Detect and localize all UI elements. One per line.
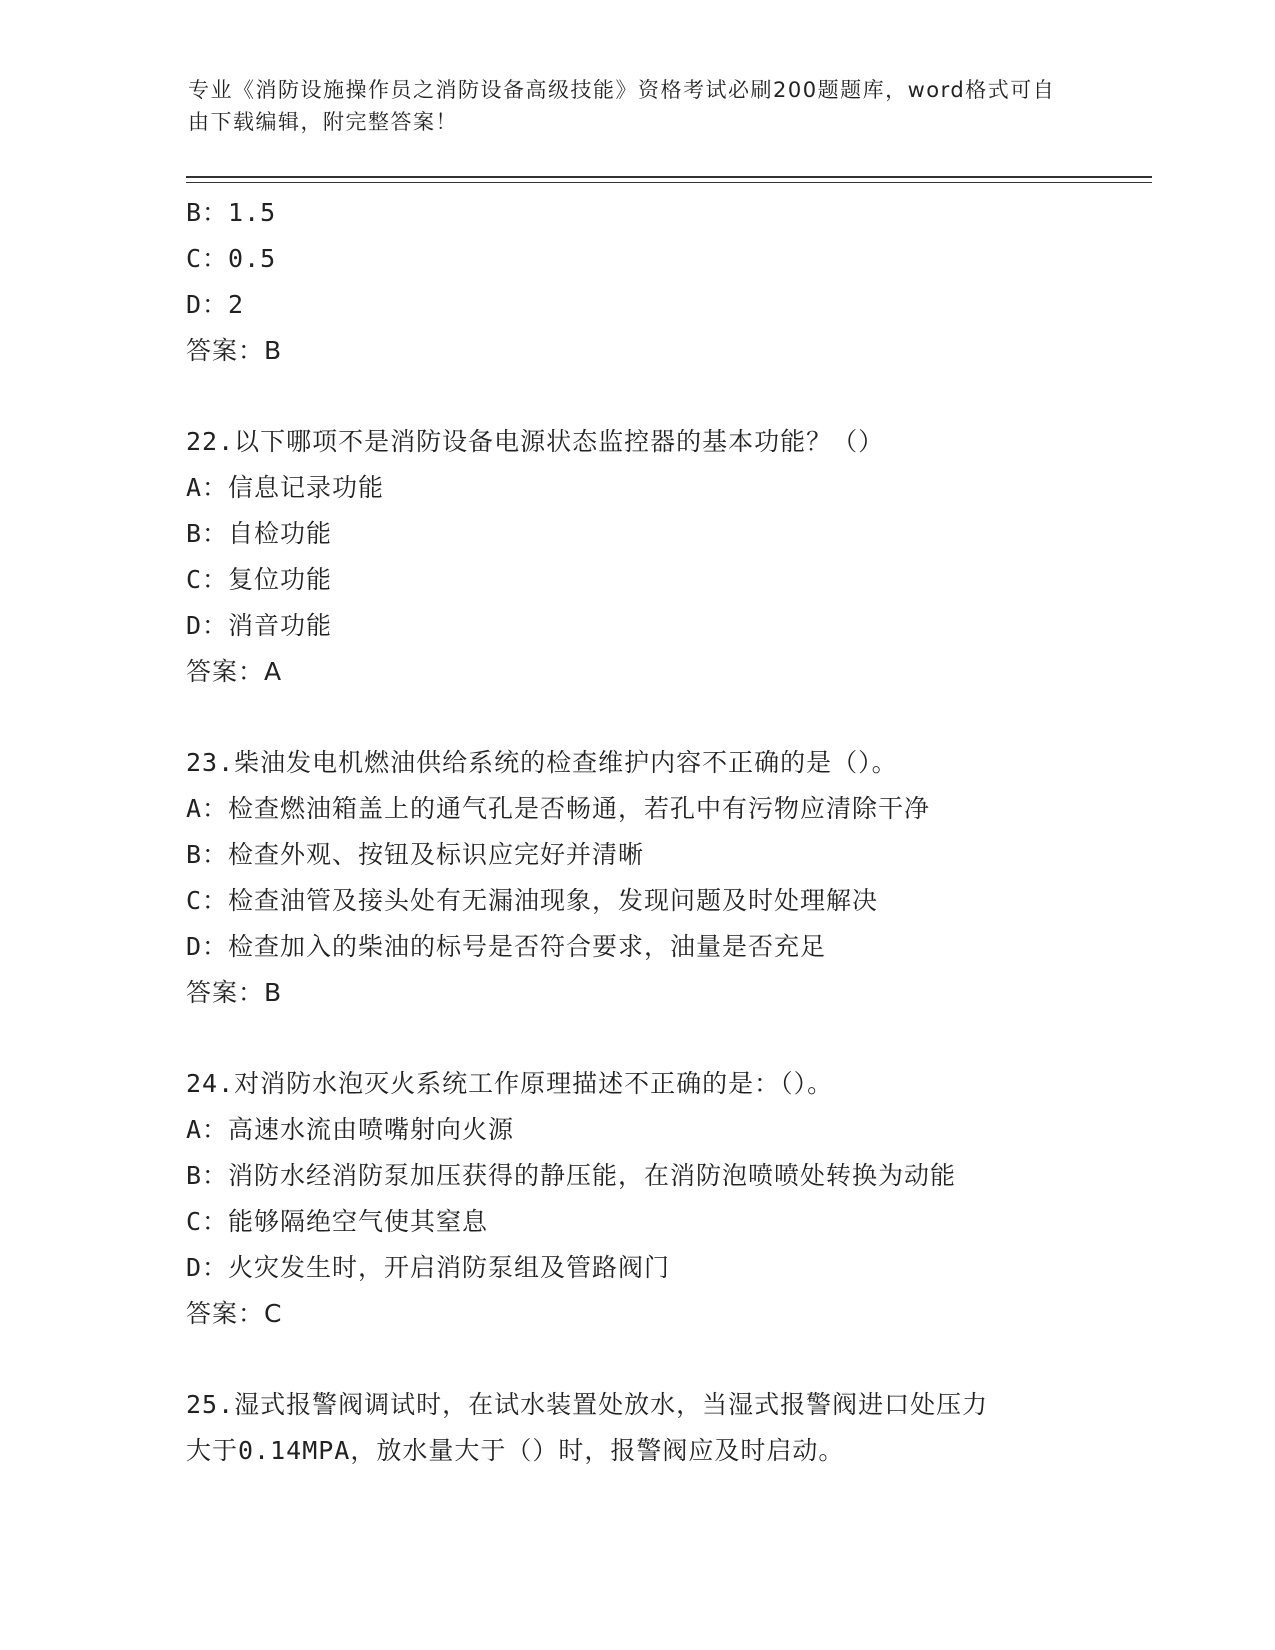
answer-line: 答案：B (186, 978, 283, 1007)
option-d: D：检查加入的柴油的标号是否符合要求，油量是否充足 (186, 932, 827, 961)
question-25-line-1: 25.湿式报警阀调试时，在试水装置处放水，当湿式报警阀进口处压力 (186, 1390, 989, 1419)
option-d: D：2 (186, 290, 245, 319)
option-c: C：检查油管及接头处有无漏油现象，发现问题及时处理解决 (186, 886, 879, 915)
option-a: A：高速水流由喷嘴射向火源 (186, 1115, 515, 1144)
document-header: 专业《消防设施操作员之消防设备高级技能》资格考试必刷200题题库，word格式可自由下载编辑，附完整答案！ (188, 78, 1056, 134)
question-22: 22.以下哪项不是消防设备电源状态监控器的基本功能？（） (186, 427, 885, 456)
question-content (186, 190, 1086, 1474)
option-a: A：信息记录功能 (186, 473, 385, 502)
option-b: B：检查外观、按钮及标识应完好并清晰 (186, 840, 645, 869)
answer-line: 答案：C (186, 1299, 283, 1328)
header-rule-thin (186, 182, 1152, 183)
answer-line: 答案：B (186, 336, 283, 365)
option-c: C：能够隔绝空气使其窒息 (186, 1207, 489, 1236)
option-b: B：1.5 (186, 198, 277, 227)
option-d: D：火灾发生时，开启消防泵组及管路阀门 (186, 1253, 671, 1282)
option-b: B：消防水经消防泵加压获得的静压能，在消防泡喷喷处转换为动能 (186, 1161, 957, 1190)
option-a: A：检查燃油箱盖上的通气孔是否畅通，若孔中有污物应清除干净 (186, 794, 931, 823)
option-d: D：消音功能 (186, 611, 333, 640)
question-24: 24.对消防水泡灭火系统工作原理描述不正确的是：（）。 (186, 1069, 834, 1098)
option-c: C：0.5 (186, 244, 277, 273)
option-c: C：复位功能 (186, 565, 333, 594)
option-b: B：自检功能 (186, 519, 333, 548)
header-rule-thick (186, 176, 1152, 178)
question-25-line-2: 大于0.14MPA，放水量大于（）时，报警阀应及时启动。 (186, 1436, 845, 1465)
answer-line: 答案：A (186, 657, 283, 686)
question-23: 23.柴油发电机燃油供给系统的检查维护内容不正确的是（）。 (186, 748, 898, 777)
